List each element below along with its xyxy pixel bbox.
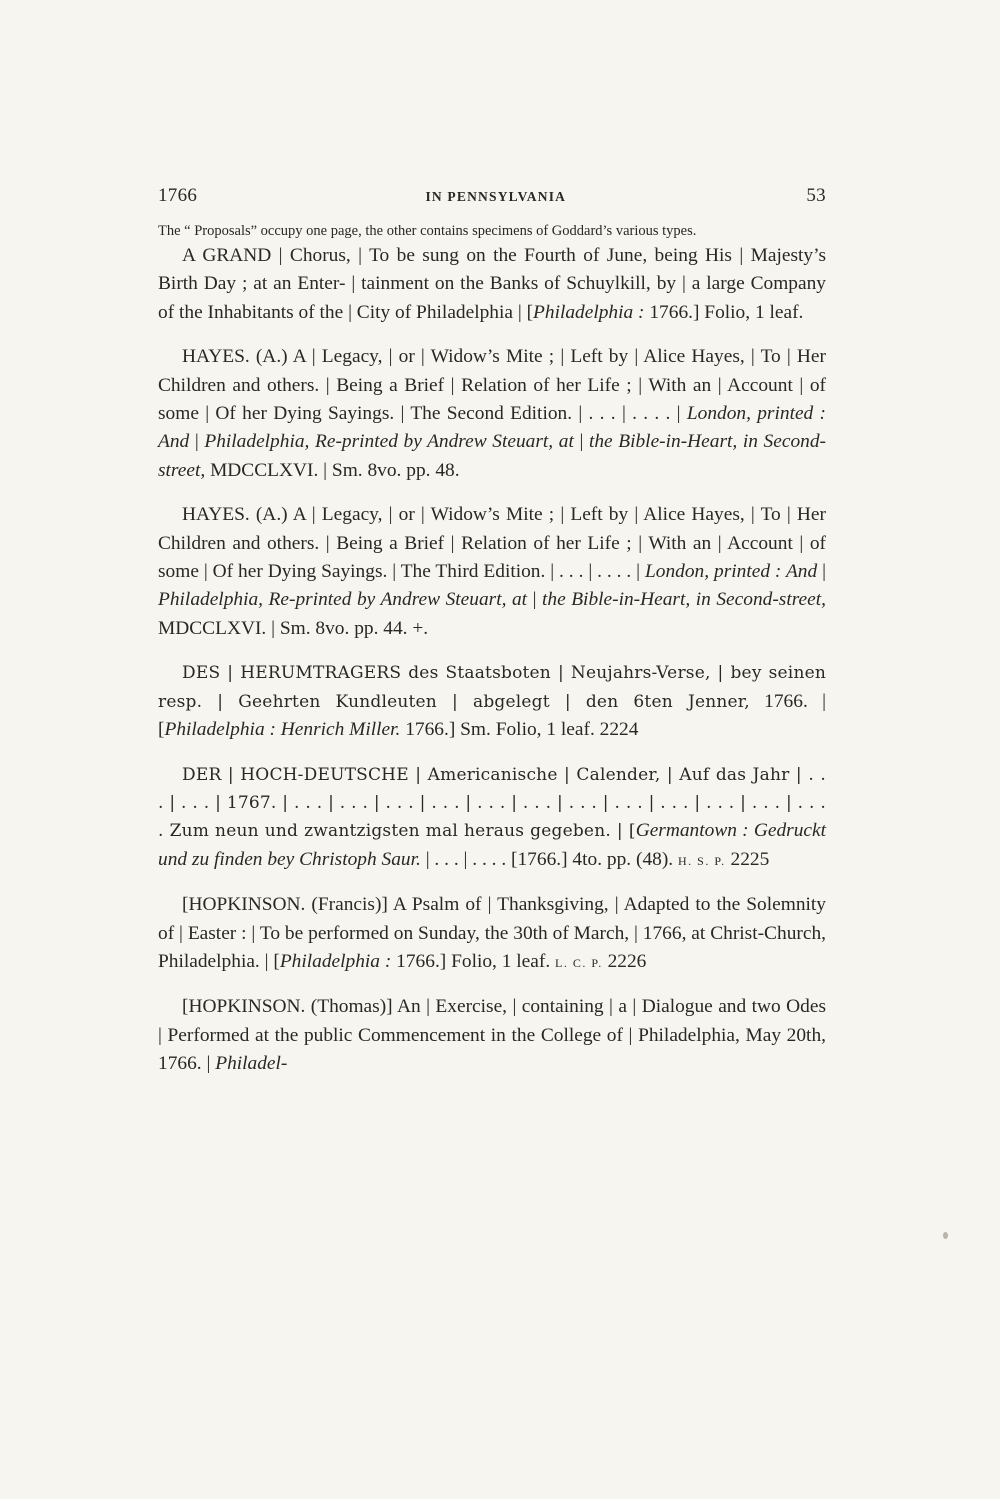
entry-text: HAYES. (A.) A | Legacy, | or | Widow’s Mite ; | Left by | Alice Hayes, | To | Her Children and others. | Being a Brief | Relation of her Life ; | With an | Account | of some | Of her Dying Sayings. | The Third Edition. | . . . | . . . . | — [158, 504, 826, 583]
italic-text: Philadel- — [215, 1053, 288, 1075]
bibliography-entry — [158, 659, 826, 744]
entry-text: | — [189, 431, 205, 453]
bibliography-entry — [158, 761, 826, 876]
bibliography-entry — [158, 891, 826, 977]
entry-text: | — [573, 431, 589, 453]
italic-text: London, printed : And — [644, 561, 818, 583]
entry-text: A GRAND | Chorus, | To be sung on the Fourth of June, being His | Majesty’s Birth Day ; at an Enter- | tainment on the Banks of Schuylkill, by | a large Company of the Inhabitants of the | City of Philadelphia | [ — [158, 245, 826, 323]
bibliography-entry — [158, 993, 826, 1078]
bibliography-entry — [158, 242, 826, 327]
library-siglum: L. C. P. — [555, 955, 603, 970]
entry-text: 2226 — [602, 950, 647, 972]
entry-text: DER | HOCH-DEUTSCHE | Americanische | Calender, | Auf das Jahr | . . . | . . . | 1767. | . . . | . . . | . . . | . . . | . . . | . . . | . . . | . . . | . . . | . . . | . . . | . . . . Zum neun und zwantzigsten mal heraus gegeben. | [ — [158, 764, 826, 842]
note-paragraph: The “ Proposals” occupy one page, the other contains specimens of Goddard’s various types. — [158, 223, 697, 239]
italic-text: Germantown : Gedruckt und zu finden bey Christoph Saur. — [158, 820, 827, 870]
italic-text: the Bible-in-Heart, in Second-street, — [158, 431, 827, 481]
entry-text: MDCCLXVI. | Sm. 8vo. pp. 44. +. — [158, 617, 429, 639]
entry-text: | . . . | . . . . [1766.] 4to. pp. (48). — [420, 848, 678, 870]
entry-text: 1766.] Sm. Folio, 1 leaf. 2224 — [400, 719, 639, 741]
entry-text: [HOPKINSON. (Francis)] A Psalm of | Thanksgiving, | Adapted to the Solemnity of | Easter : | To be performed on Sunday, the 30th of March, | 1766, at Christ-Church, Philadelphia. | [ — [158, 894, 826, 972]
entry-text: | — [527, 589, 542, 611]
entry-text: HAYES. (A.) A | Legacy, | or | Widow’s Mite ; | Left by | Alice Hayes, | To | Her Children and others. | Being a Brief | Relation of her Life ; | With an | Account | of some | Of her Dying Sayings. | The Second Edition. | . . . | . . . . | — [158, 346, 826, 425]
italic-text: Philadelphia : — [279, 950, 392, 972]
italic-text: Philadelphia : Henrich Miller. — [164, 719, 401, 741]
italic-text: Philadelphia, Re-printed by Andrew Steuart, at — [204, 431, 574, 453]
entry-text: 1766.] Folio, 1 leaf. — [644, 301, 804, 323]
italic-text: the Bible-in-Heart, in Second-street, — [542, 589, 827, 611]
bibliography-entry — [158, 501, 826, 643]
running-head-title: IN PENNSYLVANIA — [425, 189, 567, 204]
bibliography-entry — [158, 343, 826, 485]
italic-text: Philadelphia, Re-printed by Andrew Steuart, at — [158, 589, 528, 611]
italic-text: London, printed : And — [158, 403, 827, 453]
entry-text: | — [817, 561, 826, 583]
italic-text: Philadelphia : — [533, 301, 645, 323]
running-head — [158, 185, 826, 207]
entry-text: DES | HERUMTRAGERS des Staatsboten | Neujahrs-Verse, | bey seinen resp. | Geehrten Kundleuten | abgelegt | den 6ten Jenner, — [158, 663, 826, 712]
library-siglum: H. S. P. — [677, 853, 726, 868]
entry-text: 1766. | [ — [158, 690, 826, 741]
book-page — [158, 185, 826, 1079]
page-number: 53 — [806, 185, 826, 206]
entry-text: 1766.] Folio, 1 leaf. — [391, 950, 556, 972]
entry-text: MDCCLXVI. | Sm. 8vo. pp. 48. — [205, 459, 460, 481]
entry-text: 2225 — [725, 848, 770, 870]
bibliography-entries — [158, 242, 826, 1079]
entry-text: [HOPKINSON. (Thomas)] An | Exercise, | containing | a | Dialogue and two Odes | Performed at the public Commencement in the College of | Philadelphia, May 20th, 1766. | — [158, 996, 826, 1075]
page-speck — [943, 1232, 948, 1239]
running-head-year: 1766 — [158, 185, 198, 206]
